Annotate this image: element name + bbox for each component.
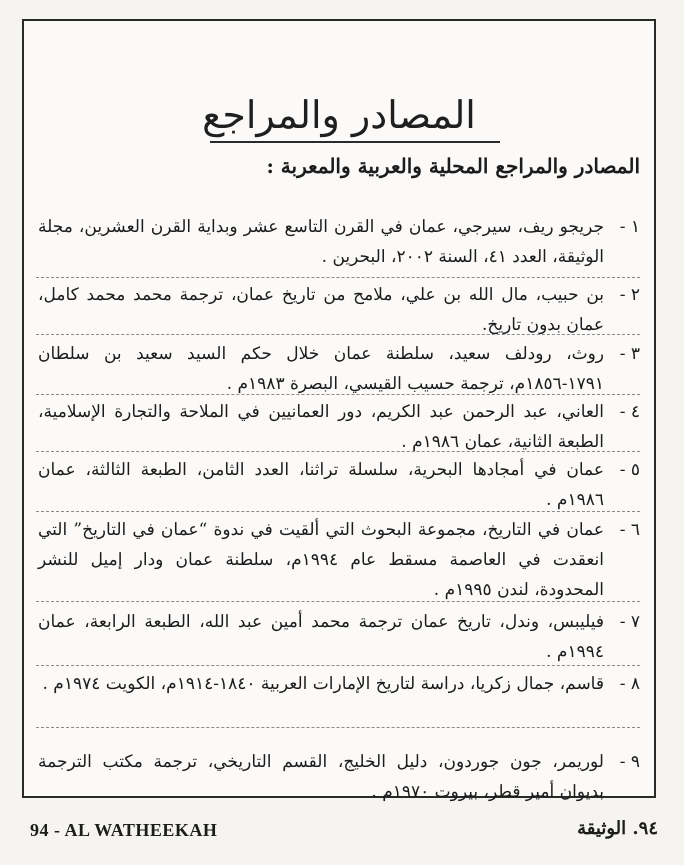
page-title: المصادر والمراجع — [202, 93, 476, 137]
reference-text: عمان في التاريخ، مجموعة البحوث التي ألقيت في ندوة “عمان في التاريخ” التي انعقدت في العاصمة مسقط عام ١٩٩٤م، سلطنة عمان ودار إميل للنشر المحدودة، لندن ١٩٩٥م . — [38, 520, 604, 600]
divider — [36, 451, 640, 452]
divider — [36, 511, 640, 512]
divider — [36, 394, 640, 395]
reference-number: ٣ - — [619, 344, 640, 364]
reference-item — [38, 669, 640, 699]
reference-text: روث، رودلف سعيد، سلطنة عمان خلال حكم السيد سعيد بن سلطان ١٧٩١-١٨٥٦م، ترجمة حسيب القيسي، البصرة ١٩٨٣م . — [38, 344, 604, 394]
reference-number: ١ - — [619, 217, 640, 237]
reference-text: العاني، عبد الرحمن عبد الكريم، دور العمانيين في الملاحة والتجارة الإسلامية، الطبعة الثانية، عمان ١٩٨٦م . — [38, 402, 604, 452]
reference-number: ٧ - — [619, 612, 640, 632]
reference-item — [38, 397, 640, 457]
footer-page-label: 94 - AL WATHEEKAH — [30, 820, 218, 840]
divider — [36, 665, 640, 666]
reference-number: ٥ - — [619, 460, 640, 480]
reference-item — [38, 455, 640, 515]
reference-number: ٦ - — [619, 520, 640, 540]
reference-item — [38, 339, 640, 399]
divider — [36, 727, 640, 728]
reference-text: جريجو ريف، سيرجي، عمان في القرن التاسع عشر وبداية القرن العشرين، مجلة الوثيقة، العدد ٤١، السنة ٢٠٠٢، البحرين . — [38, 217, 604, 267]
footer-page-label-arabic: ٩٤. الوثيقة — [577, 818, 658, 839]
reference-item — [38, 747, 640, 807]
reference-item — [38, 212, 640, 272]
reference-number: ٢ - — [619, 285, 640, 305]
divider — [36, 601, 640, 602]
page-frame — [22, 19, 656, 802]
reference-number: ٨ - — [619, 674, 640, 694]
reference-text: لوريمر، جون جوردون، دليل الخليج، القسم التاريخي، ترجمة مكتب الترجمة بديوان أمير قطر، بيروت ١٩٧٠م . — [38, 752, 604, 802]
reference-number: ٩ - — [619, 752, 640, 772]
reference-item — [38, 515, 640, 605]
reference-text: فيليبس، وندل، تاريخ عمان ترجمة محمد أمين عبد الله، الطبعة الرابعة، عمان ١٩٩٤م . — [38, 612, 604, 662]
reference-item — [38, 280, 640, 340]
reference-text: عمان في أمجادها البحرية، سلسلة تراثنا، العدد الثامن، الطبعة الثالثة، عمان ١٩٨٦م . — [38, 460, 604, 510]
reference-number: ٤ - — [619, 402, 640, 422]
section-heading: المصادر والمراجع المحلية والعربية والمعربة : — [266, 154, 640, 178]
title-underline — [210, 141, 500, 143]
reference-text: بن حبيب، مال الله بن علي، ملامح من تاريخ عمان، ترجمة محمد محمد كامل، عمان بدون تاريخ. — [38, 285, 604, 335]
reference-item — [38, 607, 640, 667]
reference-text: قاسم، جمال زكريا، دراسة لتاريخ الإمارات العربية ١٨٤٠-١٩١٤م، الكويت ١٩٧٤م . — [42, 674, 604, 694]
divider — [36, 277, 640, 278]
divider — [36, 334, 640, 335]
